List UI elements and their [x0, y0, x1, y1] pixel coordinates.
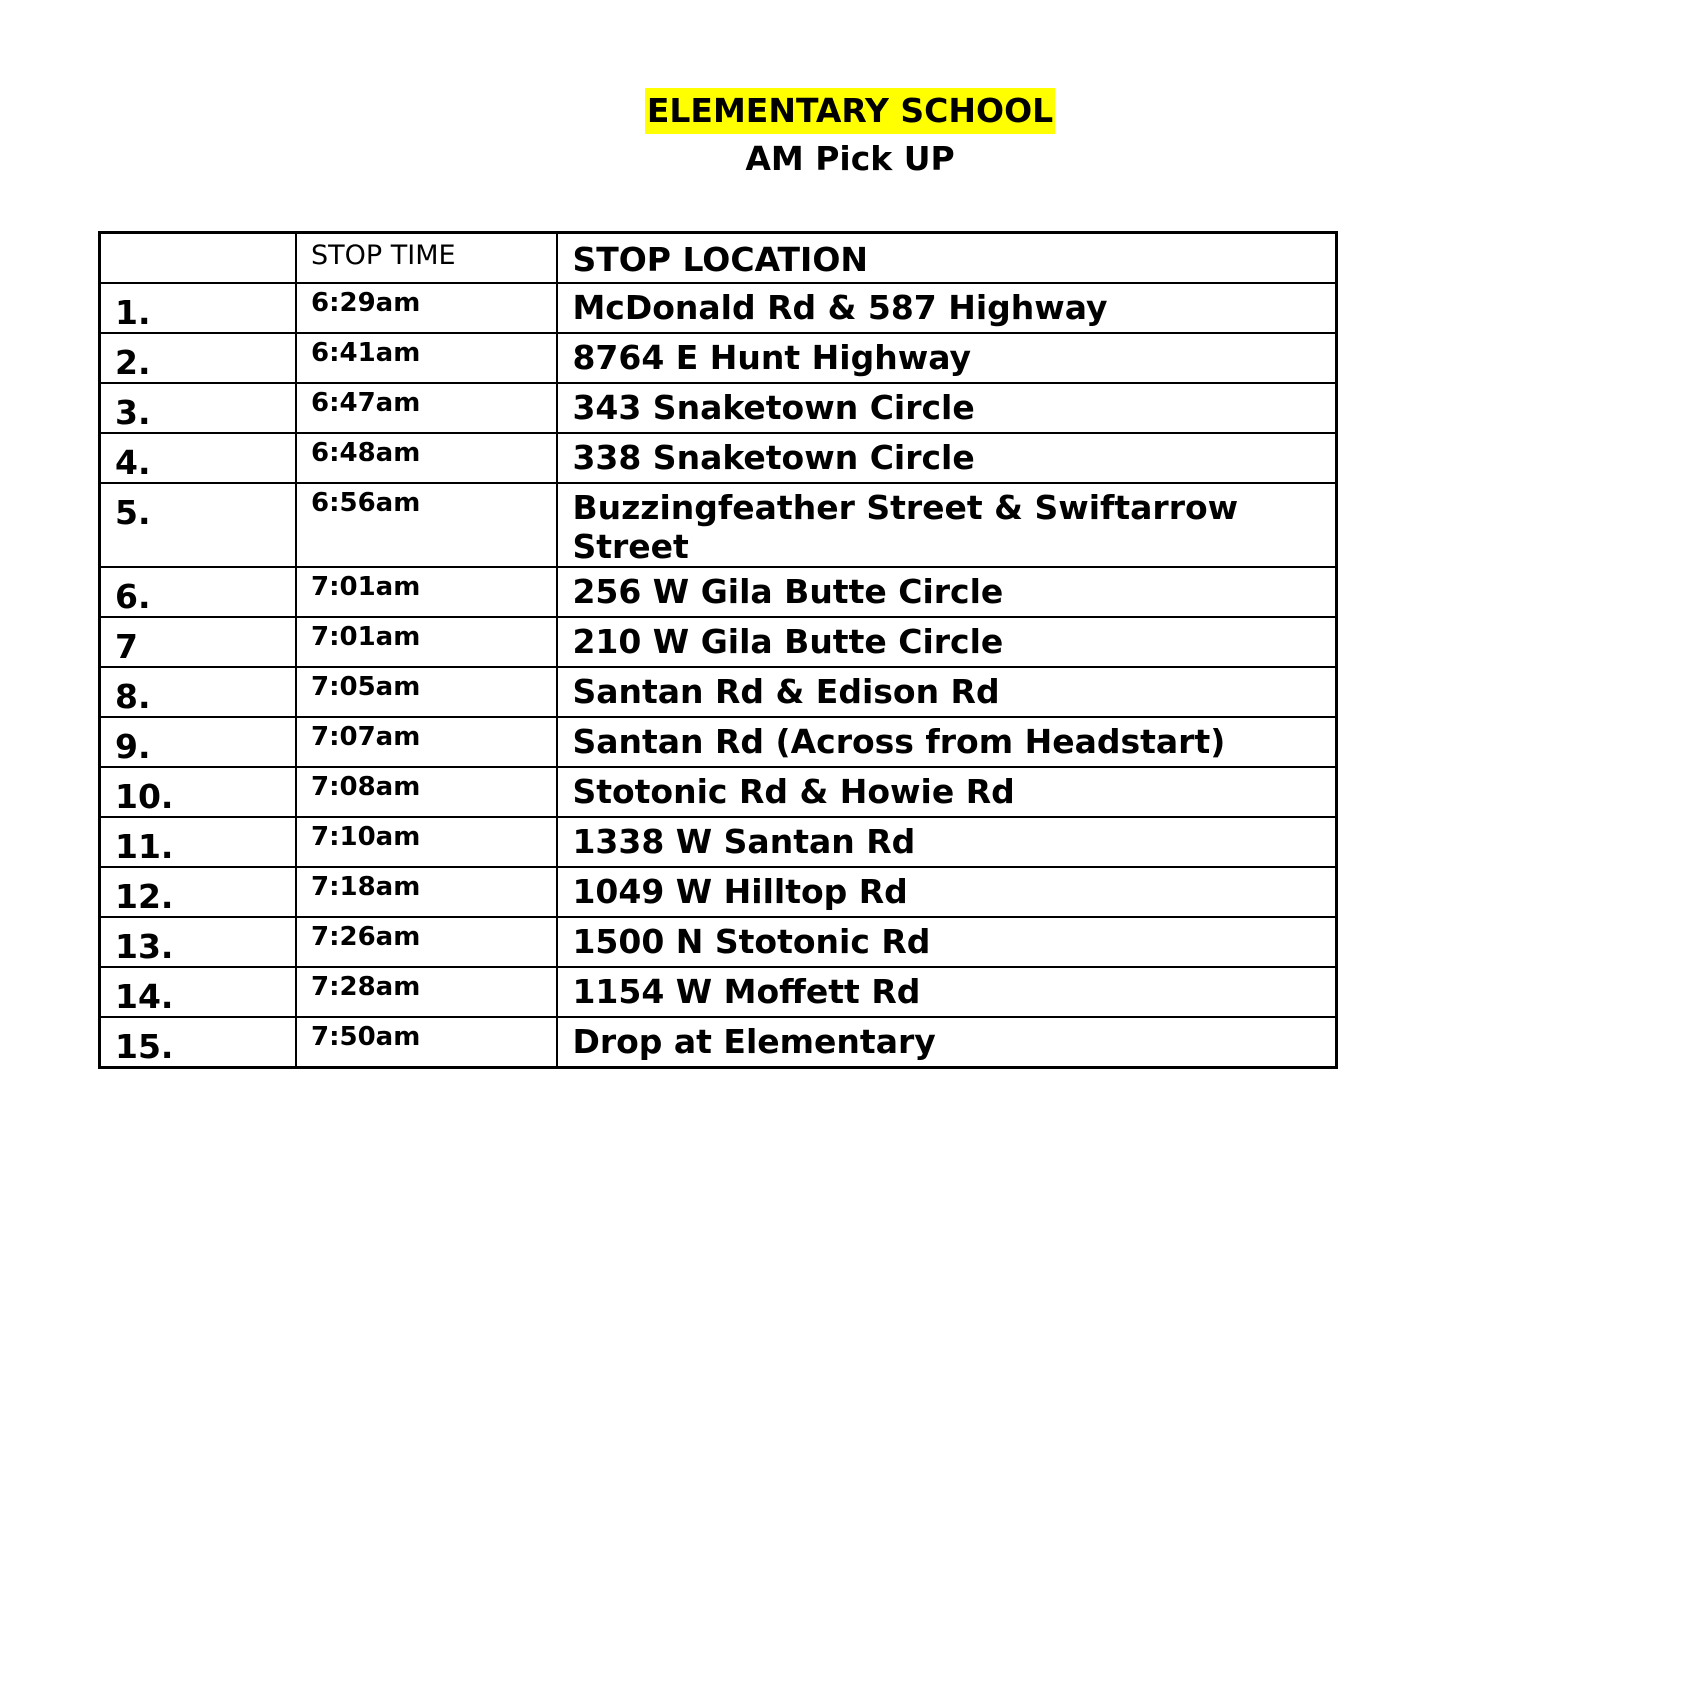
stop-time-cell: 7:01am: [296, 567, 557, 617]
stop-location-cell: Santan Rd & Edison Rd: [557, 667, 1336, 717]
table-row: [100, 917, 1337, 967]
table-row: [100, 283, 1337, 333]
stop-location-cell: Stotonic Rd & Howie Rd: [557, 767, 1336, 817]
column-header-stop-location: STOP LOCATION: [557, 233, 1336, 283]
stop-location-cell: 1338 W Santan Rd: [557, 817, 1336, 867]
stop-location-cell: 1049 W Hilltop Rd: [557, 867, 1336, 917]
stop-time-cell: 7:26am: [296, 917, 557, 967]
stop-time-cell: 6:29am: [296, 283, 557, 333]
table-row: [100, 1017, 1337, 1068]
stop-location-cell: Santan Rd (Across from Headstart): [557, 717, 1336, 767]
stop-number-cell: 9.: [100, 717, 297, 767]
stop-time-cell: 7:28am: [296, 967, 557, 1017]
stop-number-cell: 6.: [100, 567, 297, 617]
stop-number-cell: 7: [100, 617, 297, 667]
table-row: [100, 567, 1337, 617]
column-header-number: [100, 233, 297, 283]
stop-location-cell: McDonald Rd & 587 Highway: [557, 283, 1336, 333]
stop-time-cell: 7:10am: [296, 817, 557, 867]
table-body: [100, 283, 1337, 1068]
stop-number-cell: 13.: [100, 917, 297, 967]
stop-number-cell: 8.: [100, 667, 297, 717]
stop-location-cell: Buzzingfeather Street & Swiftarrow Street: [557, 483, 1336, 567]
stop-location-cell: 338 Snaketown Circle: [557, 433, 1336, 483]
table-row: [100, 817, 1337, 867]
stop-number-cell: 3.: [100, 383, 297, 433]
stop-number-cell: 15.: [100, 1017, 297, 1068]
stop-time-cell: 7:01am: [296, 617, 557, 667]
table-row: [100, 383, 1337, 433]
stop-time-cell: 7:07am: [296, 717, 557, 767]
table-row: [100, 967, 1337, 1017]
stop-time-cell: 6:56am: [296, 483, 557, 567]
stop-number-cell: 4.: [100, 433, 297, 483]
stop-time-cell: 7:50am: [296, 1017, 557, 1068]
title-block: [0, 88, 1700, 182]
stop-time-cell: 7:08am: [296, 767, 557, 817]
page-title: ELEMENTARY SCHOOL: [645, 88, 1055, 134]
stop-location-cell: 1500 N Stotonic Rd: [557, 917, 1336, 967]
stop-location-cell: 343 Snaketown Circle: [557, 383, 1336, 433]
stop-time-cell: 7:05am: [296, 667, 557, 717]
table-row: [100, 333, 1337, 383]
stop-time-cell: 6:47am: [296, 383, 557, 433]
stop-time-cell: 6:41am: [296, 333, 557, 383]
stop-number-cell: 1.: [100, 283, 297, 333]
stop-location-cell: 210 W Gila Butte Circle: [557, 617, 1336, 667]
stop-time-cell: 6:48am: [296, 433, 557, 483]
stop-time-cell: 7:18am: [296, 867, 557, 917]
table-row: [100, 617, 1337, 667]
table-header-row: [100, 233, 1337, 283]
stop-number-cell: 11.: [100, 817, 297, 867]
table-row: [100, 483, 1337, 567]
page-subtitle: AM Pick UP: [745, 139, 955, 178]
table-row: [100, 867, 1337, 917]
stop-number-cell: 12.: [100, 867, 297, 917]
stop-location-cell: 256 W Gila Butte Circle: [557, 567, 1336, 617]
table-row: [100, 717, 1337, 767]
stop-location-cell: 8764 E Hunt Highway: [557, 333, 1336, 383]
stop-number-cell: 10.: [100, 767, 297, 817]
table-row: [100, 433, 1337, 483]
table-row: [100, 767, 1337, 817]
stop-number-cell: 2.: [100, 333, 297, 383]
stop-location-cell: Drop at Elementary: [557, 1017, 1336, 1068]
table-row: [100, 667, 1337, 717]
stop-location-cell: 1154 W Moffett Rd: [557, 967, 1336, 1017]
schedule-table: [98, 231, 1338, 1069]
stop-number-cell: 14.: [100, 967, 297, 1017]
stop-number-cell: 5.: [100, 483, 297, 567]
column-header-stop-time: STOP TIME: [296, 233, 557, 283]
